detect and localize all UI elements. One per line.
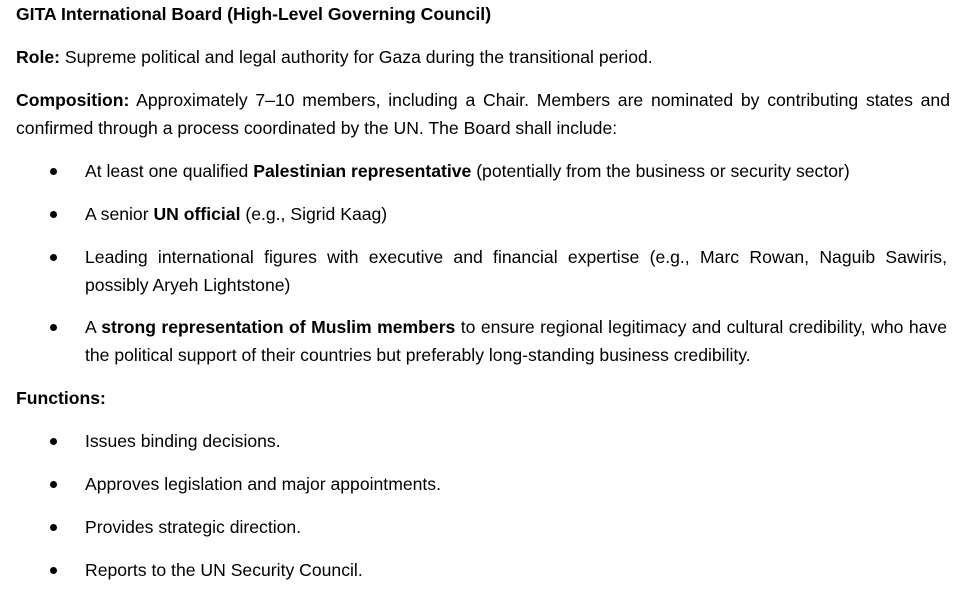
bullet-icon <box>50 254 57 261</box>
bullet-icon <box>50 567 57 574</box>
role-paragraph <box>16 43 653 71</box>
bullet-icon <box>50 168 57 175</box>
composition-text: Approximately 7–10 members, including a Chair. Members are nominated by contributing states and confirmed through a process coordinated by the UN. The Board shall include: <box>16 90 950 138</box>
bullet-icon <box>50 524 57 531</box>
functions-heading: Functions: <box>16 388 106 408</box>
bullet-icon <box>50 324 57 331</box>
composition-label: Composition: <box>16 90 130 110</box>
list-item-text: Issues binding decisions. <box>85 431 281 451</box>
role-text: Supreme political and legal authority for Gaza during the transitional period. <box>59 47 653 67</box>
list-item-text: Approves legislation and major appointments. <box>85 474 441 494</box>
bullet-icon <box>50 211 57 218</box>
list-item-text: Leading international figures with executive and financial expertise (e.g., Marc Rowan, Naguib Sawiris, possibly Aryeh Lightstone) <box>85 247 947 295</box>
role-label: Role: <box>16 47 60 67</box>
list-item-text: A senior UN official (e.g., Sigrid Kaag) <box>85 204 388 224</box>
bullet-icon <box>50 438 57 445</box>
list-item-text: A strong representation of Muslim members to ensure regional legitimacy and cultural credibility, who have the political support of their countries but preferably long-standing business credibility. <box>85 317 947 365</box>
list-item-text: At least one qualified Palestinian representative (potentially from the business or security sector) <box>85 161 850 181</box>
composition-paragraph <box>16 86 950 142</box>
document-title: GITA International Board (High-Level Governing Council) <box>16 4 492 24</box>
list-item-text: Reports to the UN Security Council. <box>85 560 363 580</box>
bullet-icon <box>50 481 57 488</box>
list-item-text: Provides strategic direction. <box>85 517 302 537</box>
